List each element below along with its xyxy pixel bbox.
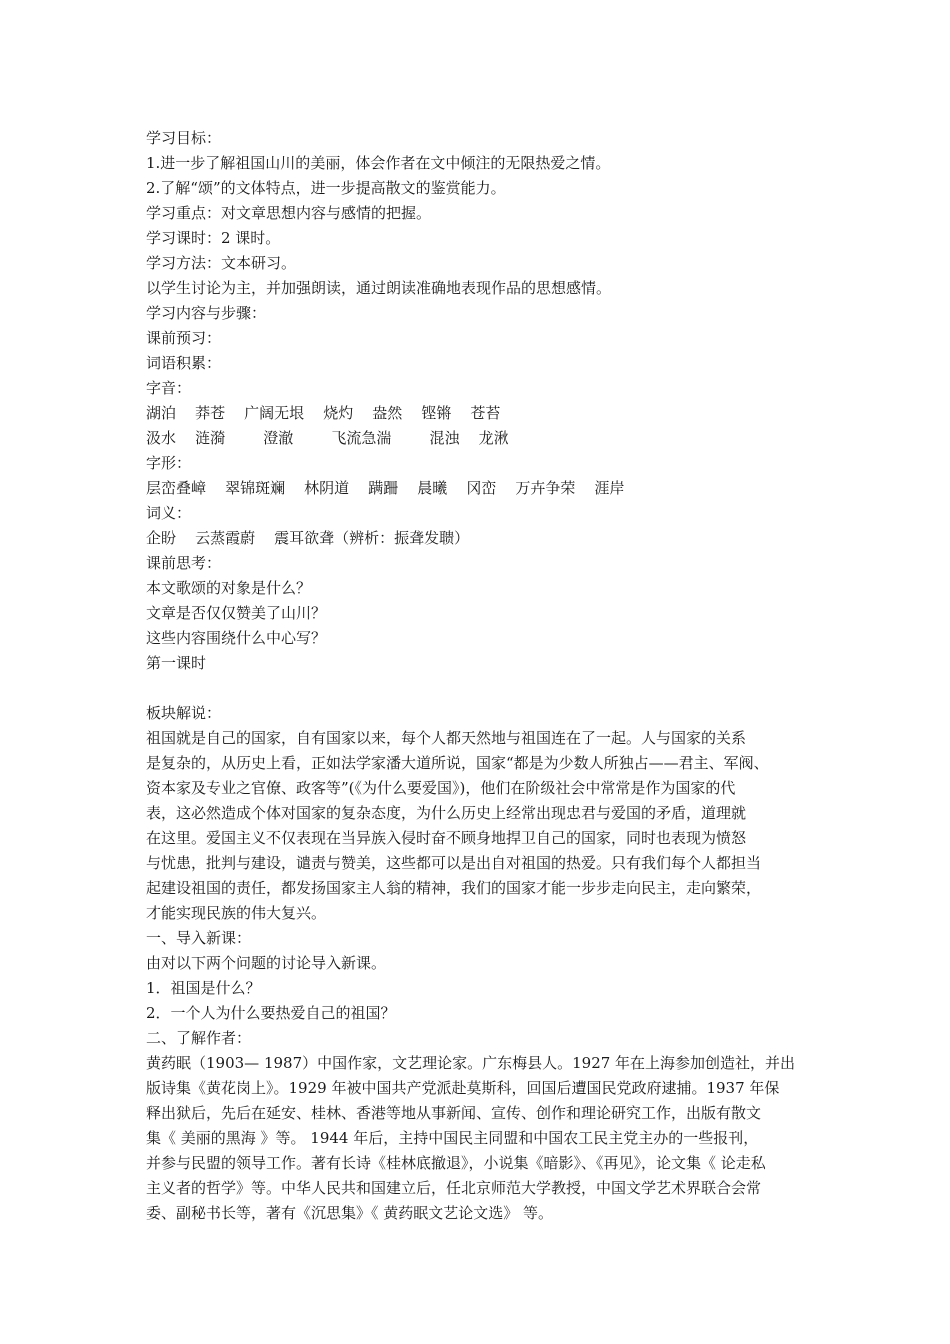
- text-line: 课前预习：: [146, 329, 222, 347]
- text-line: 2．一个人为什么要热爱自己的祖国？: [146, 1004, 396, 1022]
- text-line: 汲水 涟漪 澄澈 飞流急湍 混浊 龙湫: [146, 429, 509, 447]
- text-line: 学习课时：2 课时。: [146, 229, 281, 247]
- text-line: 学习方法：文本研习。: [146, 254, 297, 272]
- text-line: 词义：: [146, 504, 192, 522]
- text-line: 层峦叠嶂 翠锦斑斓 林阴道 蹒跚 晨曦 冈峦 万卉争荣 涯岸: [146, 479, 625, 497]
- text-line: 词语积累：: [146, 354, 222, 372]
- text-line: 以学生讨论为主，并加强朗读，通过朗读准确地表现作品的思想感情。: [146, 279, 612, 297]
- text-line: 释出狱后，先后在延安、桂林、香港等地从事新闻、宣传、创作和理论研究工作，出版有散文: [146, 1104, 762, 1122]
- text-line: 1.进一步了解祖国山川的美丽，体会作者在文中倾注的无限热爱之情。: [146, 154, 611, 172]
- text-line: 二、了解作者：: [146, 1029, 252, 1047]
- section-heading: 板块解说：: [146, 704, 222, 722]
- text-line: 学习重点：对文章思想内容与感情的把握。: [146, 204, 432, 222]
- text-line: 并参与民盟的领导工作。著有长诗《桂林底撤退》，小说集《暗影》、《再见》，论文集《 论走私: [146, 1154, 766, 1172]
- text-line: 这些内容围绕什么中心写？: [146, 629, 327, 647]
- intro-paragraph: [146, 726, 818, 926]
- text-line: 集《 美丽的黑海 》等。 1944 年后，主持中国民主同盟和中国农工民主党主办的一些报刊，: [146, 1129, 759, 1147]
- text-line: 祖国就是自己的国家，自有国家以来，每个人都天然地与祖国连在了一起。人与国家的关系: [146, 729, 747, 747]
- text-line: 学习目标：: [146, 129, 222, 147]
- text-line: 2.了解“颂”的文体特点，进一步提高散文的鉴赏能力。: [146, 179, 506, 197]
- text-line: 资本家及专业之官僚、政客等”(《为什么要爱国》)，他们在阶级社会中常常是作为国家的代: [146, 779, 736, 797]
- text-line: 本文歌颂的对象是什么？: [146, 579, 312, 597]
- text-line: 字形：: [146, 454, 192, 472]
- text-line: 委、副秘书长等，著有《沉思集》《 黄药眠文艺论文选》 等。: [146, 1204, 554, 1222]
- text-line: 是复杂的，从历史上看，正如法学家潘大道所说，国家“都是为少数人所独占——君主、军阀、: [146, 754, 769, 772]
- text-line: 1．祖国是什么？: [146, 979, 261, 997]
- text-line: 企盼 云蒸霞蔚 震耳欲聋（辨析：振聋发聩）: [146, 529, 470, 547]
- text-line: 表，这必然造成个体对国家的复杂态度，为什么历史上经常出现忠君与爱国的矛盾，道理就: [146, 804, 747, 822]
- text-line: 字音：: [146, 379, 192, 397]
- blank-line: [146, 676, 818, 701]
- text-line: 湖泊 莽苍 广阔无垠 烧灼 盎然 铿锵 苍苔: [146, 404, 501, 422]
- mid-lines: [146, 926, 818, 1051]
- text-line: 与忧患，批判与建设，谴责与赞美，这些都可以是出自对祖国的热爱。只有我们每个人都担当: [146, 854, 762, 872]
- text-line: 主义者的哲学》等。中华人民共和国建立后，任北京师范大学教授，中国文学艺术界联合会常: [146, 1179, 762, 1197]
- text-line: 第一课时: [146, 654, 207, 672]
- text-line: 在这里。爱国主义不仅表现在当异族入侵时奋不顾身地捍卫自己的国家，同时也表现为愤怒: [146, 829, 747, 847]
- text-line: 课前思考：: [146, 554, 222, 572]
- text-line: 一、导入新课：: [146, 929, 252, 947]
- text-line: 由对以下两个问题的讨论导入新课。: [146, 954, 387, 972]
- text-line: 起建设祖国的责任，都发扬国家主人翁的精神，我们的国家才能一步步走向民主，走向繁荣，: [146, 879, 762, 897]
- text-line: 文章是否仅仅赞美了山川？: [146, 604, 327, 622]
- document-page: [146, 126, 818, 1226]
- text-line: 黄药眠（1903— 1987）中国作家，文艺理论家。广东梅县人。1927 年在上海参加创造社，并出: [146, 1054, 796, 1072]
- text-line: 版诗集《黄花岗上》。1929 年被中国共产党派赴莫斯科，回国后遭国民党政府逮捕。1937 年保: [146, 1079, 780, 1097]
- text-line: 学习内容与步骤：: [146, 304, 267, 322]
- text-line: 才能实现民族的伟大复兴。: [146, 904, 327, 922]
- top-lines: [146, 126, 818, 676]
- author-paragraph: [146, 1051, 818, 1226]
